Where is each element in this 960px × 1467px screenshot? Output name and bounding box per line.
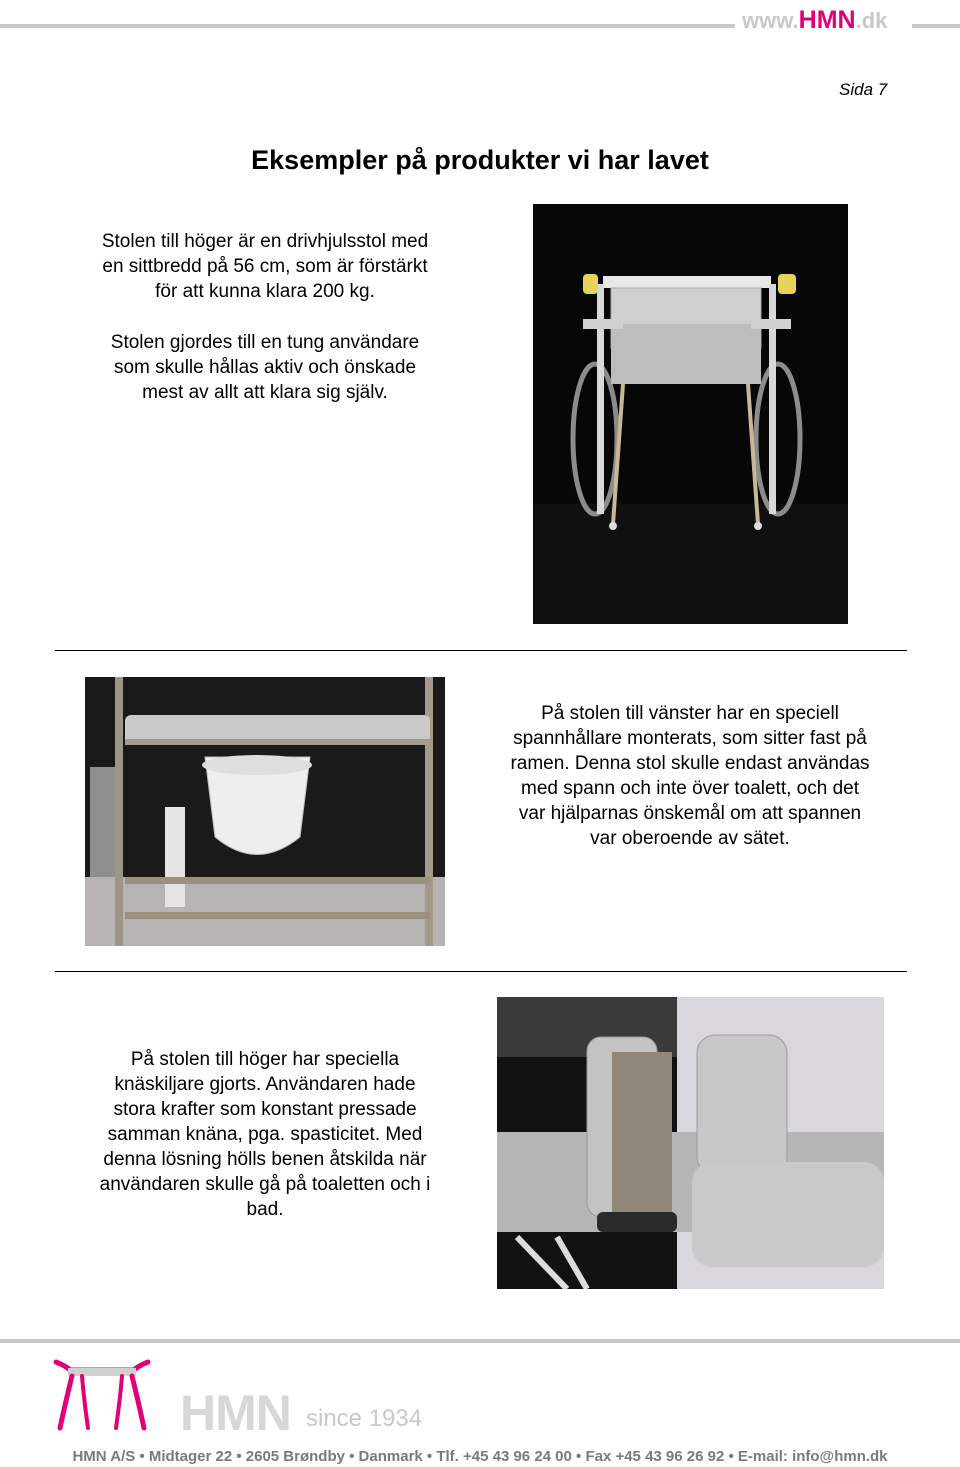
text-line: var oberoende av sätet.: [590, 828, 790, 849]
text-line: På stolen till vänster har en speciell: [541, 703, 839, 724]
footer-since: since 1934: [306, 1405, 423, 1432]
footer-address: HMN A/S • Midtager 22 • 2605 Brøndby • Danmark • Tlf. +45 43 96 24 00 • Fax +45 43 96 26 92 • E-mail: info@hmn.dk: [72, 1448, 888, 1465]
stool-logo-icon: [52, 1356, 152, 1432]
text-line: som skulle hållas aktiv och önskade: [113, 357, 417, 378]
text-line: denna lösning hölls benen åtskilda när: [103, 1149, 427, 1170]
text-line: var hjälparnas önskemål om att spannen: [518, 803, 862, 824]
section3-paragraph: [60, 1047, 470, 1222]
text-line: samman knäna, pga. spasticitet. Med: [107, 1124, 423, 1145]
wheelchair-photo: [533, 204, 848, 624]
logo-prefix: www.: [742, 8, 799, 33]
knee-separator-photo: [497, 997, 884, 1289]
commode-chair-photo: [85, 677, 445, 946]
section1-paragraph1: [60, 229, 470, 304]
header-rule: [0, 24, 735, 28]
page-number: Sida 7: [839, 80, 888, 99]
logo-brand: HMN: [798, 6, 856, 34]
text-line: bad.: [246, 1199, 284, 1220]
text-line: med spann och inte över toalett, och det: [521, 778, 859, 799]
section1-paragraph2: [60, 330, 470, 405]
page-title: Eksempler på produkter vi har lavet: [251, 145, 709, 175]
section2-paragraph: [470, 701, 910, 851]
footer-rule: [0, 1339, 960, 1343]
section-divider: [55, 650, 907, 651]
text-line: Stolen till höger är en drivhjulsstol med: [101, 231, 429, 252]
text-line: mest av allt att klara sig själv.: [142, 382, 388, 403]
footer-brand: HMN: [180, 1385, 291, 1441]
header-rule-right: [912, 24, 960, 28]
logo-suffix: .dk: [855, 8, 888, 33]
text-line: en sittbredd på 56 cm, som är förstärkt: [102, 256, 428, 277]
text-line: användaren skulle gå på toaletten och i: [99, 1174, 431, 1195]
header-logo[interactable]: [742, 6, 887, 35]
text-line: stora krafter som konstant pressade: [113, 1099, 417, 1120]
text-line: Stolen gjordes till en tung användare: [110, 332, 420, 353]
text-line: spannhållare monterats, som sitter fast på: [513, 728, 867, 749]
section-divider: [55, 971, 907, 972]
text-line: knäskiljare gjorts. Användaren hade: [114, 1074, 416, 1095]
text-line: På stolen till höger har speciella: [130, 1049, 400, 1070]
text-line: ramen. Denna stol skulle endast användas: [510, 753, 870, 774]
text-line: för att kunna klara 200 kg.: [155, 281, 375, 302]
